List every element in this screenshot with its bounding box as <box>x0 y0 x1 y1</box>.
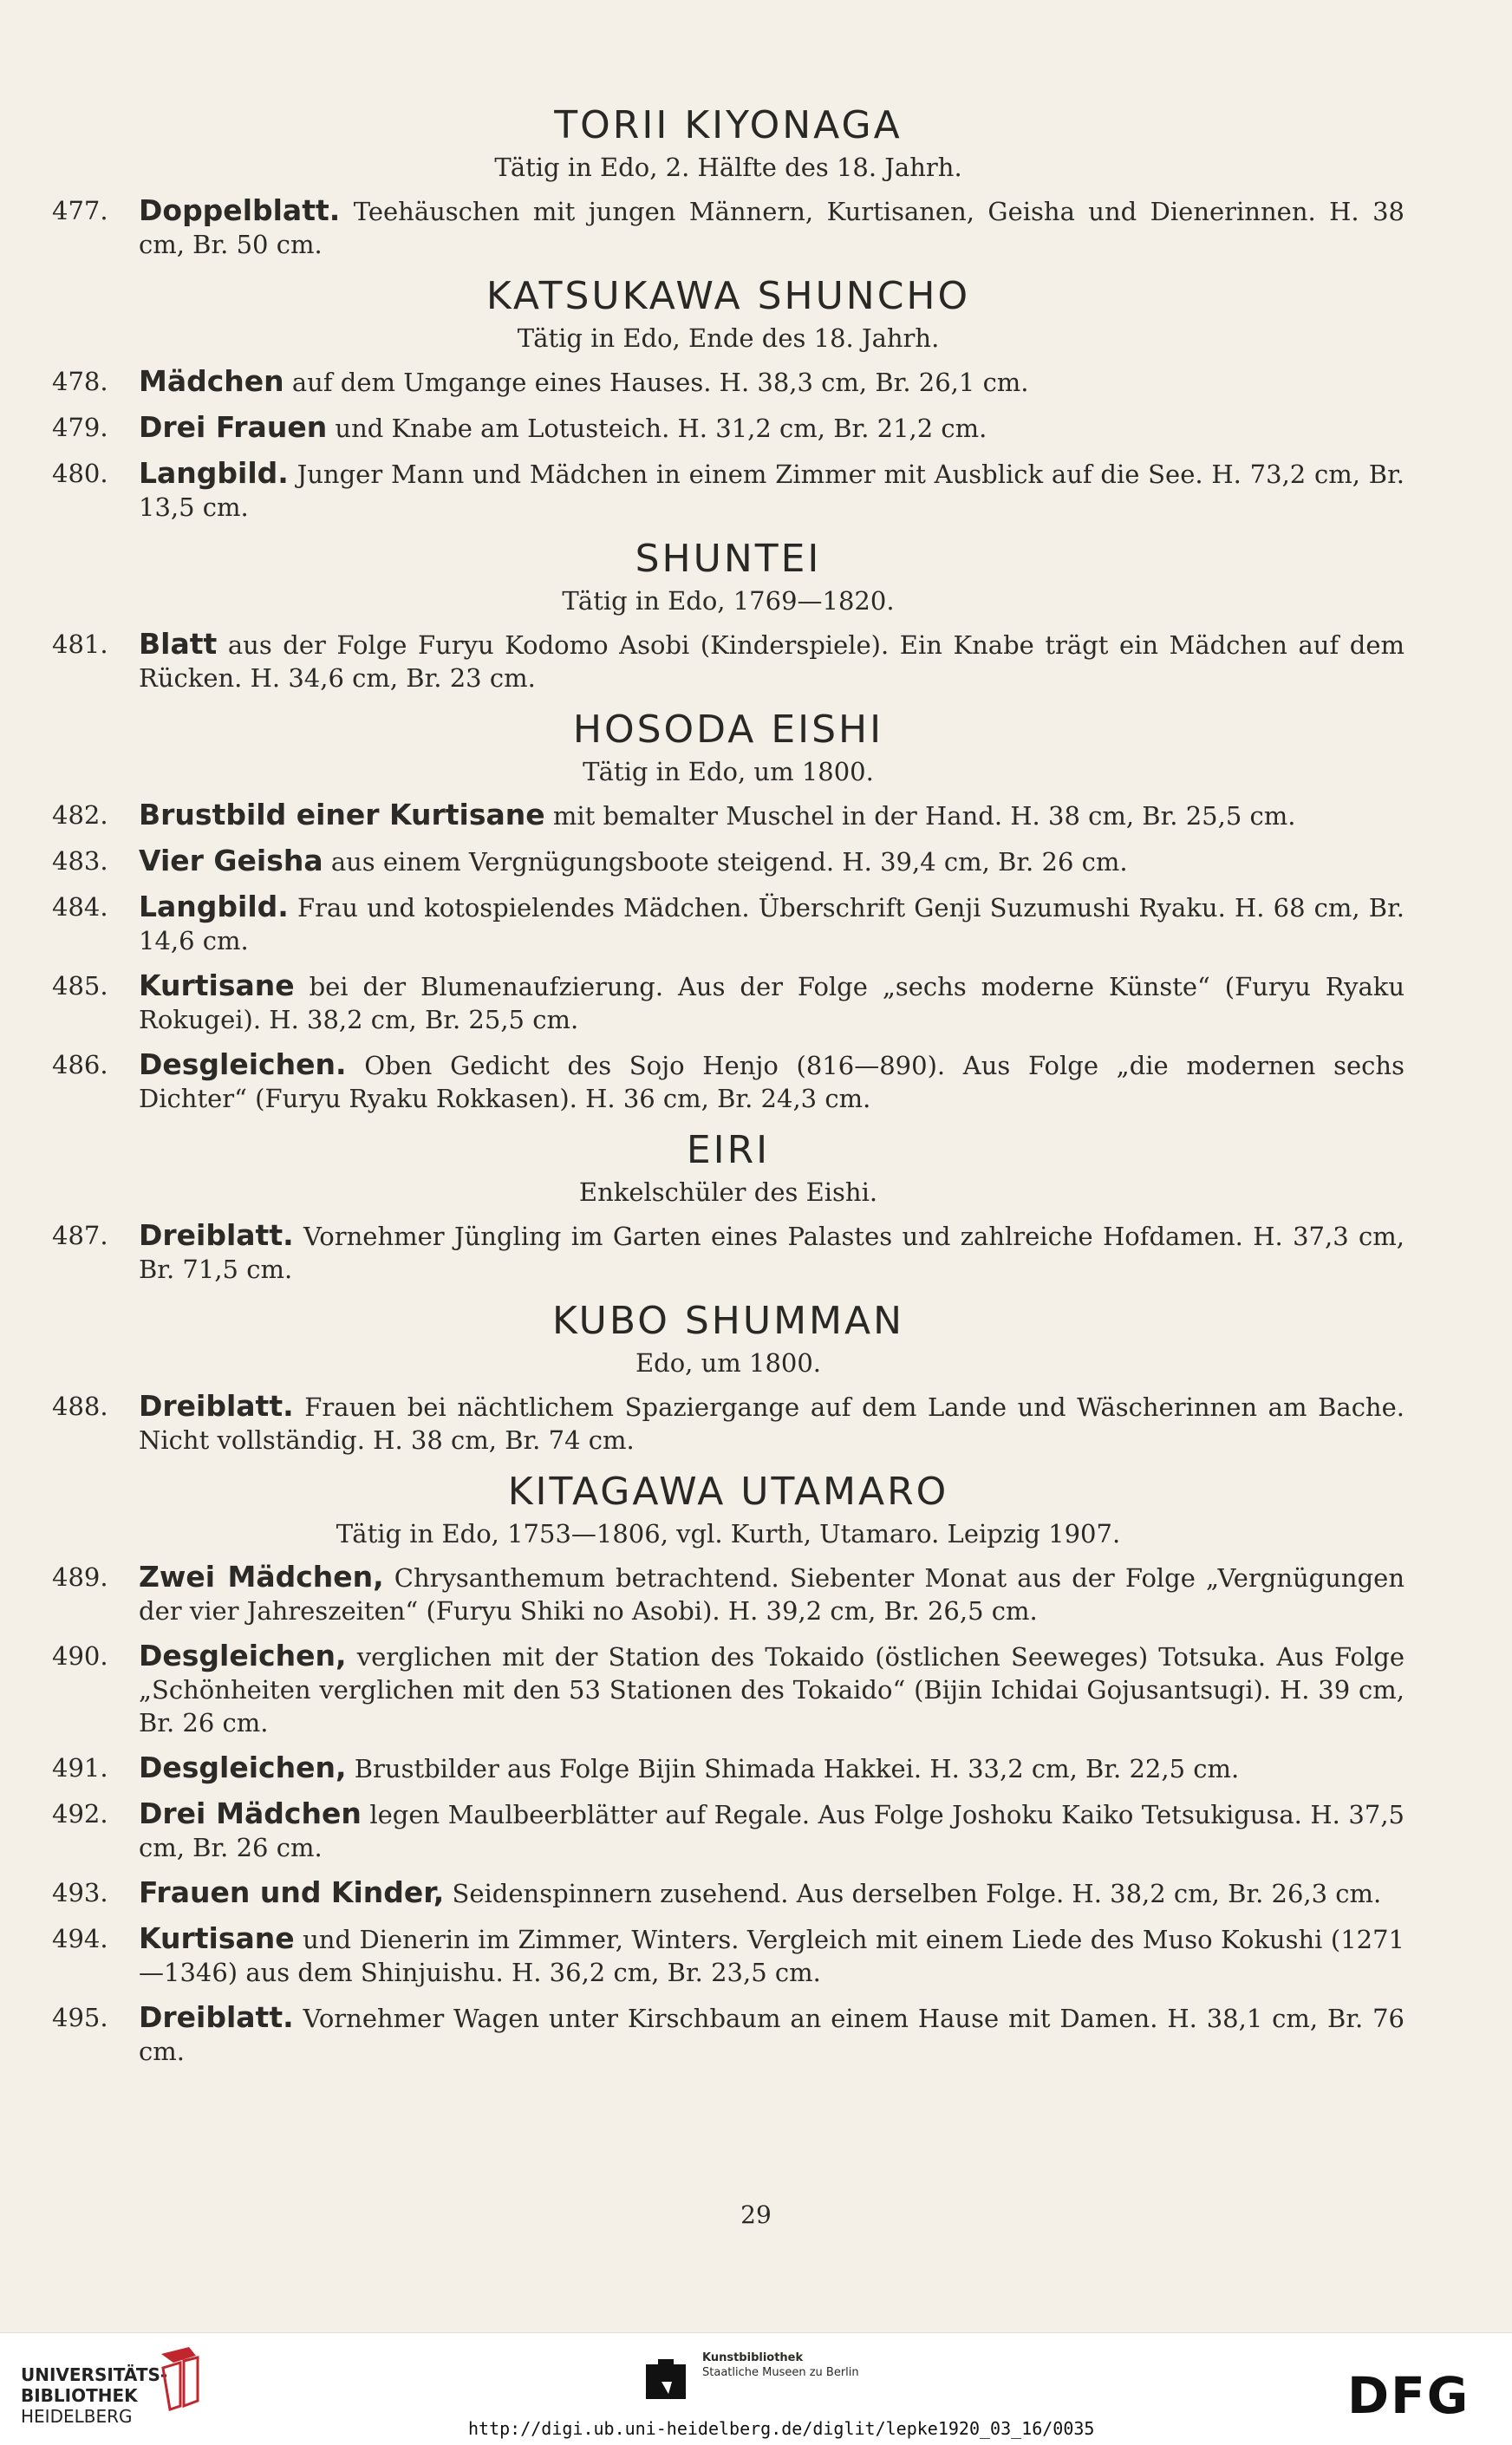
lot-description <box>139 365 1404 399</box>
lot-title: Dreiblatt. <box>139 1389 294 1423</box>
lot-entry <box>52 457 1404 524</box>
lot-title: Desgleichen, <box>139 1639 347 1672</box>
ub-line1: UNIVERSITÄTS- <box>21 2364 168 2385</box>
lot-text: verglichen mit der Station des Tokaido (östlichen Seeweges) Totsuka. Aus Folge „Schönheiten verglichen mit den 53 Stationen des Tokaido“ (Bijin Ichidai Gojusantsugi). H. 39 cm, Br. 26 cm. <box>139 1642 1404 1738</box>
lot-entry <box>52 411 1404 445</box>
lot-description <box>139 844 1404 878</box>
artist-heading: EIRI <box>686 1128 771 1172</box>
lot-text: Brustbilder aus Folge Bijin Shimada Hakkei. H. 33,2 cm, Br. 22,5 cm. <box>346 1754 1240 1783</box>
lot-number: 485. <box>52 971 108 1001</box>
artist-heading: SHUNTEI <box>635 537 822 581</box>
lot-entry <box>52 1561 1404 1627</box>
lot-text: legen Maulbeerblätter auf Regale. Aus Folge Joshoku Kaiko Tetsukigusa. H. 37,5 cm, Br. 26 cm. <box>139 1800 1404 1862</box>
lot-entry <box>52 844 1404 878</box>
ub-line2: BIBLIOTHEK <box>21 2385 138 2406</box>
lot-entry <box>52 1797 1404 1864</box>
lot-text: Junger Mann und Mädchen in einem Zimmer mit Ausblick auf die See. H. 73,2 cm, Br. 13,5 cm. <box>139 460 1404 522</box>
lot-title: Desgleichen. <box>139 1047 347 1081</box>
lot-description <box>139 1876 1404 1910</box>
catalogue-content <box>52 102 1404 2080</box>
lot-description <box>139 457 1404 524</box>
footer-bar <box>0 2332 1512 2445</box>
lot-entry <box>52 1048 1404 1115</box>
lot-title: Brustbild einer Kurtisane <box>139 798 545 831</box>
artist-heading: KITAGAWA UTAMARO <box>507 1470 949 1514</box>
kunstbibliothek-logo-text[interactable] <box>702 2350 859 2380</box>
artist-dates: Enkelschüler des Eishi. <box>578 1177 878 1207</box>
lot-description <box>139 1390 1404 1457</box>
lot-title: Blatt <box>139 627 218 661</box>
lot-description <box>139 1048 1404 1115</box>
lot-entry <box>52 1640 1404 1739</box>
lot-entry <box>52 1219 1404 1286</box>
lot-title: Zwei Mädchen, <box>139 1560 384 1594</box>
artist-heading: KUBO SHUMMAN <box>551 1299 905 1343</box>
lot-text: auf dem Umgange eines Hauses. H. 38,3 cm, Br. 26,1 cm. <box>284 368 1029 397</box>
lot-entry <box>52 1876 1404 1910</box>
lot-number: 482. <box>52 800 108 830</box>
lot-entry <box>52 1922 1404 1989</box>
lot-description <box>139 1640 1404 1739</box>
kb-line2: Staatliche Museen zu Berlin <box>702 2366 859 2379</box>
lot-number: 479. <box>52 413 108 442</box>
kb-line1: Kunstbibliothek <box>702 2351 804 2364</box>
lot-title: Drei Frauen <box>139 410 328 444</box>
ub-line3: HEIDELBERG <box>21 2406 133 2427</box>
lot-description <box>139 1219 1404 1286</box>
lot-number: 492. <box>52 1799 108 1829</box>
lot-text: Oben Gedicht des Sojo Henjo (816—890). Aus Folge „die modernen sechs Dichter“ (Furyu Ryaku Rokkasen). H. 36 cm, Br. 24,3 cm. <box>139 1051 1404 1113</box>
lot-description <box>139 969 1404 1036</box>
lot-text: bei der Blumenaufzierung. Aus der Folge „sechs moderne Künste“ (Furyu Ryaku Rokugei). H. 38,2 cm, Br. 25,5 cm. <box>139 972 1404 1034</box>
lot-description <box>139 194 1404 261</box>
lot-text: und Knabe am Lotusteich. H. 31,2 cm, Br. 21,2 cm. <box>327 414 987 443</box>
lot-number: 487. <box>52 1221 108 1250</box>
lot-number: 489. <box>52 1562 108 1592</box>
permalink-url[interactable]: http://digi.ub.uni-heidelberg.de/diglit/lepke1920_03_16/0035 <box>468 2418 1095 2439</box>
ub-heidelberg-logo[interactable] <box>21 2364 167 2427</box>
lot-title: Kurtisane <box>139 1921 295 1955</box>
lot-text: Frau und kotospielendes Mädchen. Überschrift Genji Suzumushi Ryaku. H. 68 cm, Br. 14,6 cm. <box>139 893 1404 955</box>
lot-description <box>139 628 1404 694</box>
lot-title: Doppelblatt. <box>139 193 341 227</box>
lot-number: 486. <box>52 1050 108 1079</box>
lot-text: Vornehmer Jüngling im Garten eines Palastes und zahlreiche Hofdamen. H. 37,3 cm, Br. 71,5 cm. <box>139 1222 1404 1284</box>
artist-dates: Tätig in Edo, Ende des 18. Jahrh. <box>517 323 940 353</box>
lot-entry <box>52 1751 1404 1785</box>
lot-text: Teehäuschen mit jungen Männern, Kurtisanen, Geisha und Dienerinnen. H. 38 cm, Br. 50 cm. <box>139 197 1404 259</box>
lot-description <box>139 2001 1404 2068</box>
lot-number: 493. <box>52 1878 108 1907</box>
ub-mark-icon <box>154 2345 206 2415</box>
lot-description <box>139 1561 1404 1627</box>
lot-number: 491. <box>52 1753 108 1783</box>
lot-title: Frauen und Kinder, <box>139 1875 445 1909</box>
lot-number: 481. <box>52 629 108 659</box>
lot-description <box>139 1922 1404 1989</box>
lot-text: aus der Folge Furyu Kodomo Asobi (Kinderspiele). Ein Knabe trägt ein Mädchen auf dem Rücken. H. 34,6 cm, Br. 23 cm. <box>139 630 1404 693</box>
page-number: 29 <box>740 2200 772 2229</box>
lot-number: 483. <box>52 846 108 876</box>
lot-title: Langbild. <box>139 890 289 923</box>
artist-dates: Edo, um 1800. <box>635 1348 822 1378</box>
lot-number: 488. <box>52 1392 108 1421</box>
lot-number: 494. <box>52 1924 108 1953</box>
lot-title: Dreiblatt. <box>139 1218 294 1252</box>
lot-text: Chrysanthemum betrachtend. Siebenter Monat aus der Folge „Vergnügungen der vier Jahreszeiten“ (Furyu Shiki no Asobi). H. 39,2 cm, Br. 26,5 cm. <box>139 1563 1404 1626</box>
lot-text: Seidenspinnern zusehend. Aus derselben Folge. H. 38,2 cm, Br. 26,3 cm. <box>444 1879 1382 1908</box>
lot-number: 495. <box>52 2003 108 2032</box>
lot-description <box>139 1797 1404 1864</box>
lot-text: mit bemalter Muschel in der Hand. H. 38 cm, Br. 25,5 cm. <box>544 801 1296 831</box>
lot-entry <box>52 365 1404 399</box>
lot-description <box>139 890 1404 957</box>
artist-heading: TORII KIYONAGA <box>554 103 903 147</box>
artist-dates: Tätig in Edo, 1753—1806, vgl. Kurth, Utamaro. Leipzig 1907. <box>336 1519 1121 1548</box>
lot-title: Drei Mädchen <box>139 1796 362 1830</box>
lot-entry <box>52 194 1404 261</box>
lot-number: 484. <box>52 892 108 922</box>
lot-description <box>139 1751 1404 1785</box>
lot-entry <box>52 628 1404 694</box>
lot-text: und Dienerin im Zimmer, Winters. Vergleich mit einem Liede des Muso Kokushi (1271—1346) aus dem Shinjuishu. H. 36,2 cm, Br. 23,5 cm. <box>139 1925 1404 1987</box>
artist-heading: HOSODA EISHI <box>572 707 884 752</box>
artist-dates: Tätig in Edo, 2. Hälfte des 18. Jahrh. <box>494 153 962 182</box>
lot-text: Vornehmer Wagen unter Kirschbaum an einem Hause mit Damen. H. 38,1 cm, Br. 76 cm. <box>139 2004 1404 2066</box>
lot-title: Desgleichen, <box>139 1751 347 1784</box>
lot-entry <box>52 2001 1404 2068</box>
lot-title: Vier Geisha <box>139 844 323 877</box>
lot-entry <box>52 969 1404 1036</box>
artist-dates: Tätig in Edo, um 1800. <box>583 757 874 786</box>
lot-number: 477. <box>52 196 108 225</box>
lot-entry <box>52 1390 1404 1457</box>
lot-description <box>139 799 1404 832</box>
lot-entry <box>52 890 1404 957</box>
lot-text: aus einem Vergnügungsboote steigend. H. 39,4 cm, Br. 26 cm. <box>323 847 1128 877</box>
artist-dates: Tätig in Edo, 1769—1820. <box>562 586 895 616</box>
lot-title: Kurtisane <box>139 968 295 1002</box>
lot-title: Langbild. <box>139 456 289 490</box>
lot-title: Mädchen <box>139 364 284 398</box>
lot-number: 480. <box>52 459 108 488</box>
dfg-logo[interactable]: DFG <box>1347 2366 1470 2425</box>
lot-description <box>139 411 1404 445</box>
artist-heading: KATSUKAWA SHUNCHO <box>486 274 971 318</box>
lot-number: 490. <box>52 1641 108 1671</box>
kunstbibliothek-logo-icon <box>646 2359 686 2399</box>
lot-number: 478. <box>52 367 108 396</box>
lot-title: Dreiblatt. <box>139 2000 294 2034</box>
lot-text: Frauen bei nächtlichem Spaziergange auf dem Lande und Wäscherinnen am Bache. Nicht vollständig. H. 38 cm, Br. 74 cm. <box>139 1392 1404 1455</box>
lot-entry <box>52 799 1404 832</box>
